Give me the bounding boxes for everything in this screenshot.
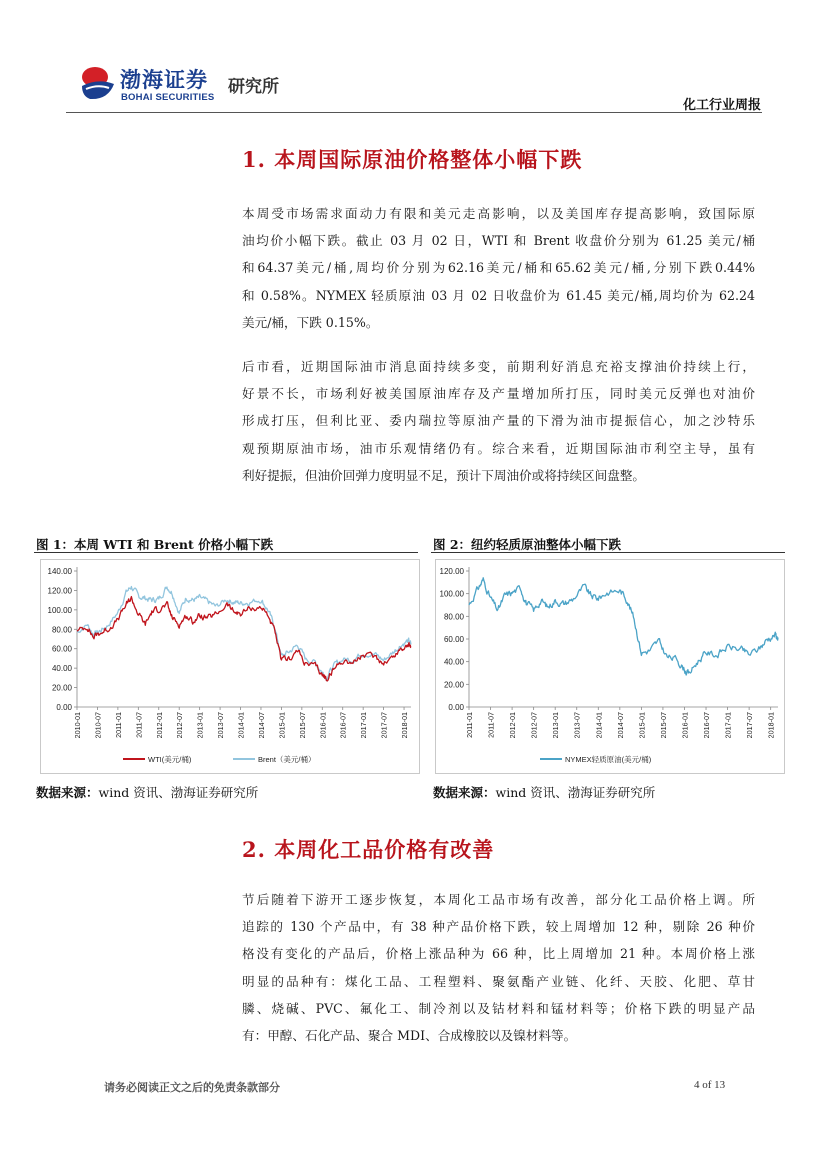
figure-2-title: 图 2：纽约轻质原油整体小幅下跌 [433,537,622,552]
paragraph-line: 观预期原油市场，油市乐观情绪仍有。综合来看，近期国际油市利空主导，虽有 [242,440,755,456]
x-tick-label: 2016-01 [680,712,690,739]
paragraph-line: 本周受市场需求面动力有限和美元走高影响，以及美国库存提高影响，致国际原 [242,206,755,221]
x-tick-label: 2016-07 [702,712,712,739]
series-line-Brent（美元/桶） [77,587,411,681]
x-tick-label: 2013-07 [572,712,582,739]
x-tick-label: 2010-07 [93,712,103,739]
x-tick-label: 2018-01 [766,712,776,739]
figure-1-source [36,783,258,801]
legend-label: WTI(美元/桶) [148,755,192,764]
x-tick-label: 2012-01 [508,712,518,739]
x-tick-label: 2016-01 [318,712,328,739]
x-tick-label: 2017-01 [359,712,369,739]
paragraph-line: 和64.37美元/桶,周均价分别为62.16美元/桶和65.62美元/桶,分别下跌0.44% [242,260,755,276]
section-1-heading: 1. 本周国际原油价格整体小幅下跌 [242,147,583,172]
section-2-paragraph [242,886,755,1049]
y-tick-label: 20.00 [51,683,72,693]
paragraph-line: 利好提振，但油价回弹力度明显不足，预计下周油价或将持续区间盘整。 [242,467,645,483]
paragraph-line: 膦、烧碱、PVC、氟化工、制冷剂以及钴材料和锰材料等；价格下跌的明显产品 [242,1000,755,1016]
y-tick-label: 120.00 [47,586,72,596]
y-tick-label: 40.00 [443,657,464,667]
source-text: wind 资讯、渤海证券研究所 [495,785,656,800]
paragraph-line: 美元/桶，下跌 0.15%。 [242,314,379,330]
paragraph-line: 明显的品种有：煤化工品、工程塑料、聚氨酯产业链、化纤、天胶、化肥、草甘 [242,973,755,989]
legend-label: NYMEX轻质原油(美元/桶) [565,755,652,764]
figure-1-rule [34,552,418,553]
figure-1-title: 图 1：本周 WTI 和 Brent 价格小幅下跌 [36,537,274,552]
y-tick-label: 60.00 [51,644,72,654]
section-1-paragraph-2 [242,353,755,489]
section-1-paragraph-1 [242,200,755,336]
header-divider [66,112,762,113]
x-tick-label: 2013-07 [216,712,226,739]
figure-2-chart-svg [436,560,784,773]
footer-disclaimer: 请务必阅读正文之后的免责条款部分 [104,1081,280,1094]
x-tick-label: 2012-01 [154,712,164,739]
series-line-WTI(美元/桶) [77,597,411,681]
source-label: 数据来源： [433,785,496,800]
x-tick-label: 2013-01 [551,712,561,739]
x-tick-label: 2011-01 [465,712,474,738]
paragraph-line: 油均价小幅下跌。截止 03 月 02 日，WTI 和 Brent 收盘价分别为 61.25 美元/桶 [242,233,755,249]
paragraph-line: 好景不长，市场利好被美国原油库存及产量增加所打压，同时美元反弹也对油价 [242,386,755,402]
footer-page-number: 4 of 13 [694,1079,726,1091]
x-tick-label: 2010-01 [73,712,82,739]
y-tick-label: 60.00 [443,635,464,644]
paragraph-line: 追踪的 130 个产品中，有 38 种产品价格下跌，较上周增加 12 种，剔除 26 种价 [242,919,755,935]
x-tick-label: 2017-01 [723,712,733,739]
figure-2-chart [435,559,785,774]
x-tick-label: 2017-07 [379,712,389,739]
figure-2-rule [431,552,785,553]
x-tick-label: 2012-07 [175,712,185,739]
source-text: wind 资讯、渤海证券研究所 [98,785,259,800]
paragraph-line: 形成打压，但利比亚、委内瑞拉等原油产量的下滑为油市提振信心，加之沙特乐 [242,413,755,429]
y-tick-label: 0.00 [448,703,464,712]
y-tick-label: 20.00 [443,680,464,690]
figure-1-chart-svg [41,560,419,773]
x-tick-label: 2011-07 [486,712,496,738]
y-tick-label: 100.00 [439,589,464,599]
paragraph-line: 有：甲醇、石化产品、聚合 MDI、合成橡胶以及镍材料等。 [242,1028,577,1044]
y-tick-label: 120.00 [439,567,464,576]
legend-label: Brent（美元/桶） [258,755,316,764]
paragraph-line: 格没有变化的产品后，价格上涨品种为 66 种，比上周增加 21 种。本周价格上涨 [242,946,755,962]
figure-2-source [433,783,655,801]
series-line-NYMEX轻质原油(美元/桶) [469,578,778,675]
paragraph-line: 节后随着下游开工逐步恢复，本周化工品市场有改善，部分化工品价格上调。所 [242,892,755,907]
y-tick-label: 80.00 [51,625,72,635]
y-tick-label: 80.00 [443,612,464,622]
figure-1-chart [40,559,420,774]
x-tick-label: 2012-07 [529,712,539,739]
x-tick-label: 2014-07 [615,712,625,739]
report-type-label: 化工行业周报 [682,98,761,113]
x-tick-label: 2016-07 [338,712,348,739]
y-tick-label: 100.00 [47,605,72,615]
logo-text-en: BOHAI SECURITIES [121,92,215,103]
section-2-heading: 2. 本周化工品价格有改善 [242,837,495,862]
x-tick-label: 2017-07 [745,712,755,739]
x-tick-label: 2014-07 [256,712,266,739]
bohai-logo-icon [78,62,118,102]
x-tick-label: 2011-01 [113,712,123,738]
x-tick-label: 2015-01 [637,712,647,739]
y-tick-label: 140.00 [47,567,72,576]
paragraph-line: 和 0.58%。NYMEX 轻质原油 03 月 02 日收盘价为 61.45 美元/桶,周均价为 62.24 [242,287,755,303]
source-label: 数据来源： [36,785,99,800]
paragraph-line: 后市看，近期国际油市消息面持续多变，前期利好消息充裕支撑油价持续上行， [242,359,755,374]
x-tick-label: 2013-01 [195,712,205,739]
x-tick-label: 2011-07 [134,712,144,738]
x-tick-label: 2015-07 [658,712,668,739]
y-tick-label: 40.00 [51,664,72,674]
x-tick-label: 2015-07 [297,712,307,739]
x-tick-label: 2018-01 [400,712,410,739]
logo-text-cn: 渤海证券 [120,68,208,92]
y-tick-label: 0.00 [56,703,72,712]
logo-dept-label: 研究所 [228,77,279,97]
x-tick-label: 2014-01 [236,712,246,739]
x-tick-label: 2014-01 [594,712,604,739]
x-tick-label: 2015-01 [277,712,287,739]
